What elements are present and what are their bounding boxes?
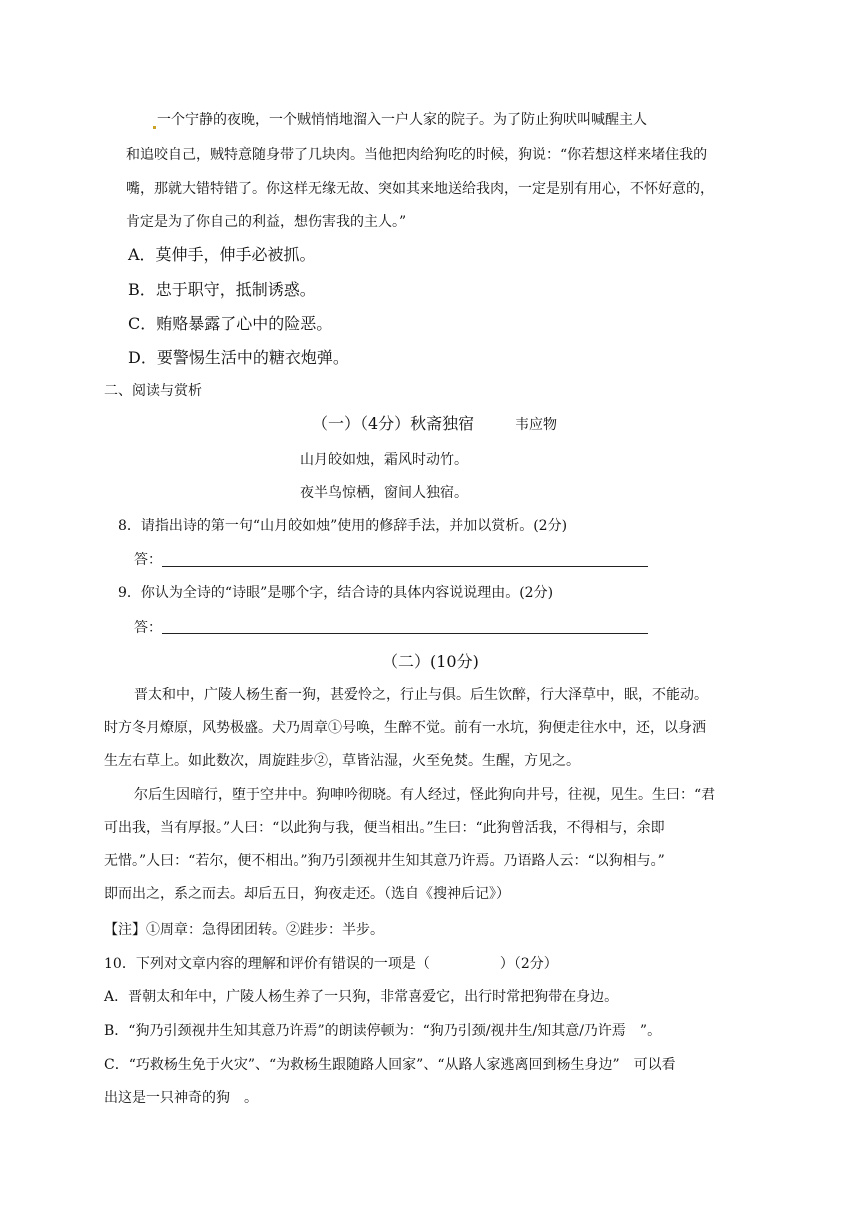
section-title: 二、阅读与赏析 (104, 383, 202, 399)
passage-line-5: 可出我，当有厚报。”人曰：“以此狗与我，便当相出。”生曰：“此狗曾活我，不得相与，余即 (104, 820, 665, 836)
part2-heading: （二）(10分) (382, 652, 479, 671)
fable-line-1 (153, 111, 647, 129)
answer-label-9: 答： (134, 620, 162, 636)
poem-author: 韦应物 (515, 417, 557, 433)
option-b: B．忠于职守，抵制诱惑。 (128, 280, 316, 299)
fable-line-4: 肯定是为了你自己的利益，想伤害我的主人。” (126, 214, 407, 230)
passage-line-3: 生左右草上。如此数次，周旋跬步②，草皆沾湿，火至免焚。生醒，方见之。 (104, 753, 580, 769)
q10-option-c-line-2: 出这是一只神奇的狗 。 (104, 1090, 258, 1106)
q10-option-b: B．“狗乃引颈视井生知其意乃许焉”的朗读停顿为：“狗乃引颈/视井生/知其意/乃许焉 ”。 (104, 1023, 662, 1039)
question-10-stem-end: ）（2分） (499, 956, 558, 972)
option-a: A．莫伸手，伸手必被抓。 (128, 245, 316, 264)
fable-line-1-text: 一个宁静的夜晚，一个贼悄悄地溜入一户人家的院子。为了防止狗吠叫喊醒主人 (157, 112, 647, 128)
question-9: 9．你认为全诗的“诗眼”是哪个字，结合诗的具体内容说说理由。(2分) (118, 585, 554, 601)
footnote: 【注】①周章：急得团团转。②跬步：半步。 (104, 922, 384, 938)
question-8: 8．请指出诗的第一句“山月皎如烛”使用的修辞手法，并加以赏析。(2分) (118, 518, 568, 534)
fable-line-3: 嘴，那就大错特错了。你这样无缘无故、突如其来地送给我肉，一定是别有用心，不怀好意的， (126, 181, 714, 197)
q10-option-c-line-1: C．“巧救杨生免于火灾”、“为救杨生跟随路人回家”、“从路人家逃离回到杨生身边” 可以看 (104, 1057, 676, 1073)
answer-line-8[interactable] (162, 566, 648, 567)
yellow-mark-icon (153, 126, 156, 129)
q10-option-a: A．晋朝太和年中，广陵人杨生养了一只狗，非常喜爱它，出行时常把狗带在身边。 (104, 989, 619, 1005)
passage-line-4: 尔后生因暗行，堕于空井中。狗呻吟彻晓。有人经过，怪此狗向井号，往视，见生。生曰：“君 (134, 787, 716, 803)
answer-label-8: 答： (134, 552, 162, 568)
poem-heading: （一）（4分）秋斋独宿 (312, 414, 475, 433)
passage-line-1: 晋太和中，广陵人杨生畜一狗，甚爱怜之，行止与俱。后生饮醉，行大泽草中，眠，不能动。 (134, 687, 708, 703)
passage-line-2: 时方冬月燎原，风势极盛。犬乃周章①号唤，生醉不觉。前有一水坑，狗便走往水中，还，以身洒 (104, 720, 706, 736)
passage-line-6: 无惜。”人曰：“若尔，便不相出。”狗乃引颈视井生知其意乃许焉。乃语路人云：“以狗相与。” (104, 853, 665, 869)
poem-line-2: 夜半鸟惊栖，窗间人独宿。 (300, 485, 468, 501)
question-10-stem: 10．下列对文章内容的理解和评价有错误的一项是（ (104, 956, 430, 972)
passage-line-7: 即而出之，系之而去。却后五日，狗夜走还。（选自《搜神后记》） (104, 886, 510, 902)
question-10 (104, 955, 558, 973)
option-d: D．要警惕生活中的糖衣炮弹。 (128, 348, 349, 367)
answer-line-9[interactable] (162, 633, 648, 634)
poem-line-1: 山月皎如烛，霜风时动竹。 (300, 452, 468, 468)
fable-line-2: 和追咬自己，贼特意随身带了几块肉。当他把肉给狗吃的时候，狗说：“你若想这样来堵住我的 (126, 147, 708, 163)
option-c: C．贿赂暴露了心中的险恶。 (128, 314, 333, 333)
